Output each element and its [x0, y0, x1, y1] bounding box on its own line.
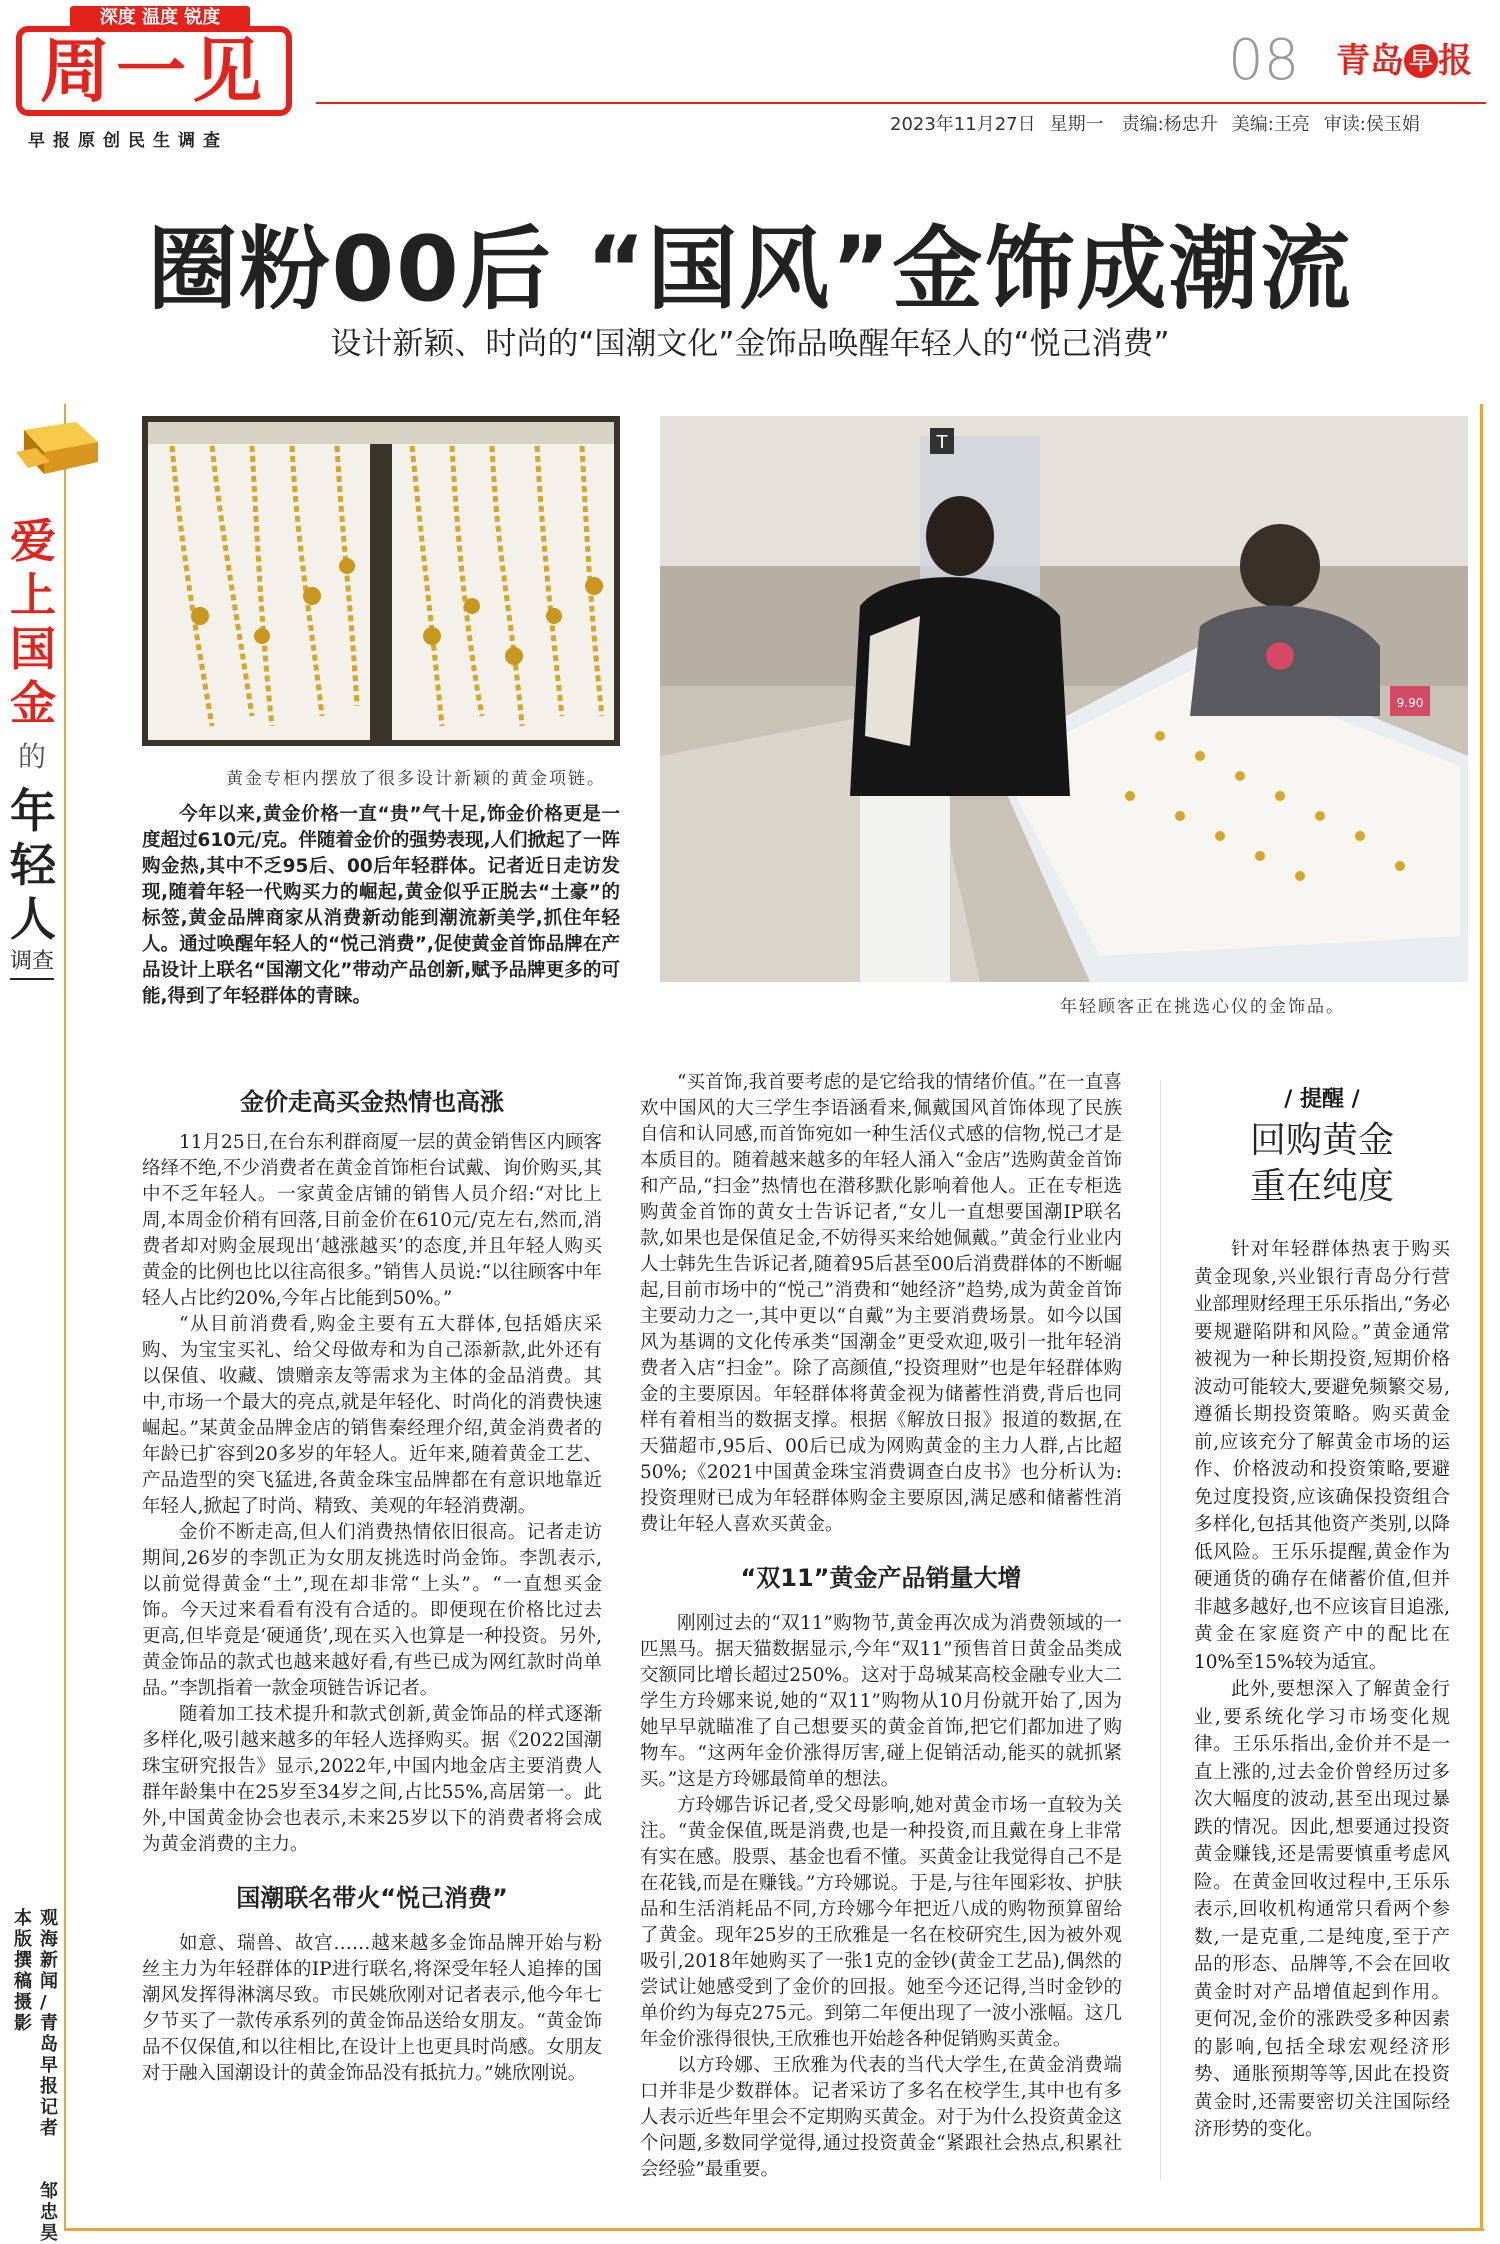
side-series-tag: 调查	[10, 946, 54, 980]
body-paragraph: 随着加工技术提升和款式创新,黄金饰品的样式逐渐多样化,吸引越来越多的年轻人选择购买。据《2022国潮珠宝研究报告》显示,2022年,中国内地金店主要消费人群年龄集中在25岁至34岁之间,占比55%,高居第一。此外,中国黄金协会也表示,未来25岁以下的消费者将会成为黄金消费的主力。	[142, 1704, 602, 1855]
proofreader-credit: 审读:侯玉娟	[1323, 114, 1420, 135]
necklace-display-image	[142, 416, 620, 746]
body-paragraph: 方玲娜告诉记者,受父母影响,她对黄金市场一直较为关注。“黄金保值,既是消费,也是一种投资,而且戴在身上非常有实在感。股票、基金也看不懂。买黄金让我觉得自己不是在花钱,而是在赚钱。”方玲娜说。于是,与往年囤彩妆、护肤品和生活消耗品不同,方玲娜今年把近八成的购物预算留给了黄金。现年25岁的王欣雅是一名在校研究生,因为被外观吸引,2018年她购买了一张1克的金钞(黄金工艺品),偶然的尝试让她感受到了金价的回报。她至今还记得,当时金钞的单价约为每克275元。到第二年便出现了一波小涨幅。这几年金价涨得很快,王欣雅也开始趁各种促销购买黄金。	[640, 1795, 1122, 2050]
reminder-body	[1194, 1236, 1450, 2144]
section-title-2: 国潮联名带火“悦己消费”	[236, 1884, 508, 1912]
body-paragraph: 刚刚过去的“双11”购物节,黄金再次成为消费领域的一匹黑马。据天猫数据显示,今年“双11”预售首日黄金品类成交额同比增长超过250%。这对于岛城某高校金融专业大二学生方玲娜来说,她的“双11”购物从10月份就开始了,因为她早早就瞄准了自己想要买的黄金首饰,把它们都加进了购物车。“这两年金价涨得厉害,碰上促销活动,能买的就抓紧买。”这是方玲娜最简单的想法。	[640, 1613, 1122, 1790]
side-char: 爱	[10, 514, 56, 568]
subhead: 设计新颖、时尚的“国潮文化”金饰品唤醒年轻人的“悦己消费”	[330, 326, 1170, 362]
headline: 圈粉00后 “国风”金饰成潮流	[147, 217, 1353, 322]
side-series-title	[10, 514, 54, 980]
section-title-1: 金价走高买金热情也高涨	[240, 1088, 504, 1116]
reminder-paragraph: 针对年轻群体热衷于购买黄金现象,兴业银行青岛分行营业部理财经理王乐乐指出,“务必要规避陷阱和风险。”黄金通常被视为一种长期投资,短期价格波动可能较大,要避免频繁交易,遵循长期投资策略。购买黄金前,应该充分了解黄金市场的运作、价格波动和投资策略,要避免过度投资,应该确保投资组合多样化,包括其他资产类别,以降低风险。王乐乐提醒,黄金作为硬通货的确存在储蓄价值,但并非越多越好,也不应该盲目追涨,黄金在家庭资产中的配比在10%至15%较为适宜。	[1194, 1239, 1450, 1673]
paper-name-right: 报	[1438, 41, 1472, 81]
photo2-caption: 年轻顾客正在挑选心仪的金饰品。	[1060, 997, 1345, 1017]
body-paragraph: “从目前消费看,购金主要有五大群体,包括婚庆采购、为宝宝买礼、给父母做寿和为自己添新款,此外还有以保值、收藏、馈赠亲友等需求为主体的金品消费。其中,市场一个最大的亮点,就是年轻化、时尚化的消费快速崛起。”某黄金品牌金店的销售秦经理介绍,黄金消费者的年龄已扩容到20多岁的年轻人。近年来,随着黄金工艺、产品造型的突飞猛进,各黄金珠宝品牌都在有意识地靠近年轻人,掀起了时尚、精致、美观的年轻消费潮。	[142, 1314, 602, 1517]
shop-sign: T	[936, 432, 948, 453]
reminder-title-line: 重在纯度	[1249, 1166, 1394, 1207]
lead-text: 今年以来,黄金价格一直“贵”气十足,饰金价格更是一度超过610元/克。伴随着金价的强势表现,人们掀起了一阵购金热,其中不乏95后、00后年轻群体。记者近日走访发现,随着年轻一代购买力的崛起,黄金似乎正脱去“土豪”的标签,黄金品牌商家从消费新动能到潮流新美学,抓住年轻人。通过唤醒年轻人的“悦己消费”,促使黄金首饰品牌在产品设计上联名“国潮文化”带动产品创新,赋予品牌更多的可能,得到了年轻群体的青睐。	[142, 804, 620, 1007]
masthead-logo: 周一见	[16, 26, 292, 116]
side-char: 人	[10, 892, 56, 946]
reminder-tag: / 提醒 /	[1284, 1087, 1360, 1112]
credit-label: 本 版 撰 稿 摄 影	[14, 1908, 32, 2034]
body-paragraph: 金价不断走高,但人们消费热情依旧很高。记者走访期间,26岁的李凯正为女朋友挑选时尚金饰。李凯表示,以前觉得黄金“土”,现在却非常“上头”。“一直想买金饰。今天过来看看有没有合适的。即便现在价格比过去更高,但毕竟是‘硬通货’,现在买入也算是一种投资。另外,黄金饰品的款式也越来越好看,有些已成为网红款时尚单品。”李凯指着一款金项链告诉记者。	[142, 1522, 602, 1699]
masthead-slogan: 深度 温度 锐度	[70, 6, 250, 30]
issue-weekday: 星期一	[1049, 114, 1104, 135]
reminder-title	[1194, 1118, 1450, 1210]
column-2	[640, 1070, 1122, 2183]
credit-reporter: 观 海 新 闻 / 青 岛 早 报 记 者 邹 忠 昊	[40, 1908, 58, 2244]
photo-shoppers-counter	[660, 416, 1468, 982]
body-paragraph: 如意、瑞兽、故宫……越来越多金饰品牌开始与粉丝主力为年轻群体的IP进行联名,将深受年轻人追捧的国潮风发挥得淋漓尽致。市民姚欣刚对记者表示,他今年七夕节买了一款传承系列的黄金饰品送给女朋友。“黄金饰品不仅保值,和以往相比,在设计上也更具时尚感。女朋友对于融入国潮设计的黄金饰品没有抵抗力。”姚欣刚说。	[142, 1933, 602, 2084]
gold-bar-icon	[6, 412, 106, 482]
side-char: 上	[10, 568, 56, 622]
reminder-paragraph: 此外,要想深入了解黄金行业,要系统化学习市场变化规律。王乐乐指出,金价并不是一直上涨的,过去金价曾经历过多次大幅度的波动,甚至出现过暴跌的情况。因此,想要通过投资黄金赚钱,还是需要慎重考虑风险。在黄金回收过程中,王乐乐表示,回收机构通常只看两个参数,一是克重,二是纯度,至于产品的形态、品牌等,不会在回收黄金时对产品增值起到作用。更何况,金价的涨跌受多种因素的影响,包括全球宏观经济形势、通胀预期等等,因此在投资黄金时,还需要密切关注国际经济形势的变化。	[1194, 1679, 1450, 2140]
side-char: 国	[10, 622, 56, 676]
frame-bottom-rule	[64, 2228, 1484, 2231]
paper-name	[1336, 38, 1488, 84]
masthead-tagline: 早报原创民生调查	[28, 131, 228, 151]
dateline	[890, 110, 1420, 136]
lead-paragraph	[142, 802, 620, 1010]
page-number: 08	[1228, 28, 1300, 93]
frame-left-rule	[64, 404, 66, 2230]
reminder-title-line: 回购黄金	[1249, 1120, 1394, 1161]
paper-name-left: 青岛	[1336, 41, 1404, 81]
body-paragraph: 11月25日,在台东利群商厦一层的黄金销售区内顾客络绎不绝,不少消费者在黄金首饰柜台试戴、询价购买,其中不乏年轻人。一家黄金店铺的销售人员介绍:“对比上周,本周金价稍有回落,目前金价在610元/克左右,然而,消费者却对购金展现出‘越涨越买’的态度,并且年轻人购买黄金的比例也比以往高很多。”销售人员说:“以往顾客中年轻人占比约20%,今年占比能到50%。”	[142, 1132, 602, 1309]
issue-date: 2023年11月27日	[890, 114, 1036, 135]
shopping-scene-image	[660, 416, 1468, 982]
side-char: 的	[17, 740, 46, 773]
side-char: 金	[10, 676, 56, 730]
column-1	[142, 1130, 602, 2087]
editor-credit: 责编:杨忠升	[1121, 114, 1218, 135]
side-char: 年	[10, 784, 56, 838]
section-title-3: “双11”黄金产品销量大增	[740, 1564, 1022, 1592]
paper-name-mark: 早	[1404, 44, 1438, 78]
body-paragraph: “买首饰,我首要考虑的是它给我的情绪价值。”在一直喜欢中国风的大三学生李语涵看来,佩戴国风首饰体现了民族自信和认同感,而首饰宛如一种生活仪式感的信物,悦己才是本质目的。随着越来越多的年轻人涌入“金店”选购黄金首饰和产品,“扫金”热情也在潜移默化影响着他人。正在专柜选购黄金首饰的黄女士告诉记者,“女儿一直想要国潮IP联名款,如果也是保值足金,不妨得买来给她佩戴。”黄金行业业内人士韩先生告诉记者,随着95后甚至00后消费群体的不断崛起,目前市场中的“悦己”消费和“她经济”趋势,成为黄金首饰主要动力之一,其中更以“自戴”为主要消费场景。如今以国风为基调的文化传承类“国潮金”更受欢迎,吸引一批年轻消费者入店“扫金”。除了高颜值,“投资理财”也是年轻群体购金的主要原因。年轻群体将黄金视为储蓄性消费,背后也同样有着相当的数据支撑。根据《解放日报》报道的数据,在天猫超市,95后、00后已成为网购黄金的主力人群,占比超50%;《2021中国黄金珠宝消费调查白皮书》也分析认为:投资理财已成为年轻群体购金主要原因,满足感和储蓄性消费让年轻人喜欢买黄金。	[640, 1072, 1122, 1535]
designer-credit: 美编:王亮	[1231, 114, 1310, 135]
photo1-caption: 黄金专柜内摆放了很多设计新颖的黄金项链。	[226, 769, 606, 789]
body-paragraph: 以方玲娜、王欣雅为代表的当代大学生,在黄金消费端口并非是少数群体。记者采访了多名在校学生,其中也有多人表示近些年里会不定期购买黄金。对于为什么投资黄金这个问题,多数同学觉得,通过投资黄金“紧跟社会热点,积累社会经验”最重要。	[640, 2055, 1122, 2180]
masthead-rule	[316, 102, 1486, 104]
frame-right-rule	[1480, 404, 1483, 2230]
price-tag: 9.90	[1396, 696, 1424, 710]
side-char: 轻	[10, 838, 56, 892]
column-divider	[1160, 1080, 1161, 2180]
photo-gold-necklaces	[142, 416, 620, 746]
